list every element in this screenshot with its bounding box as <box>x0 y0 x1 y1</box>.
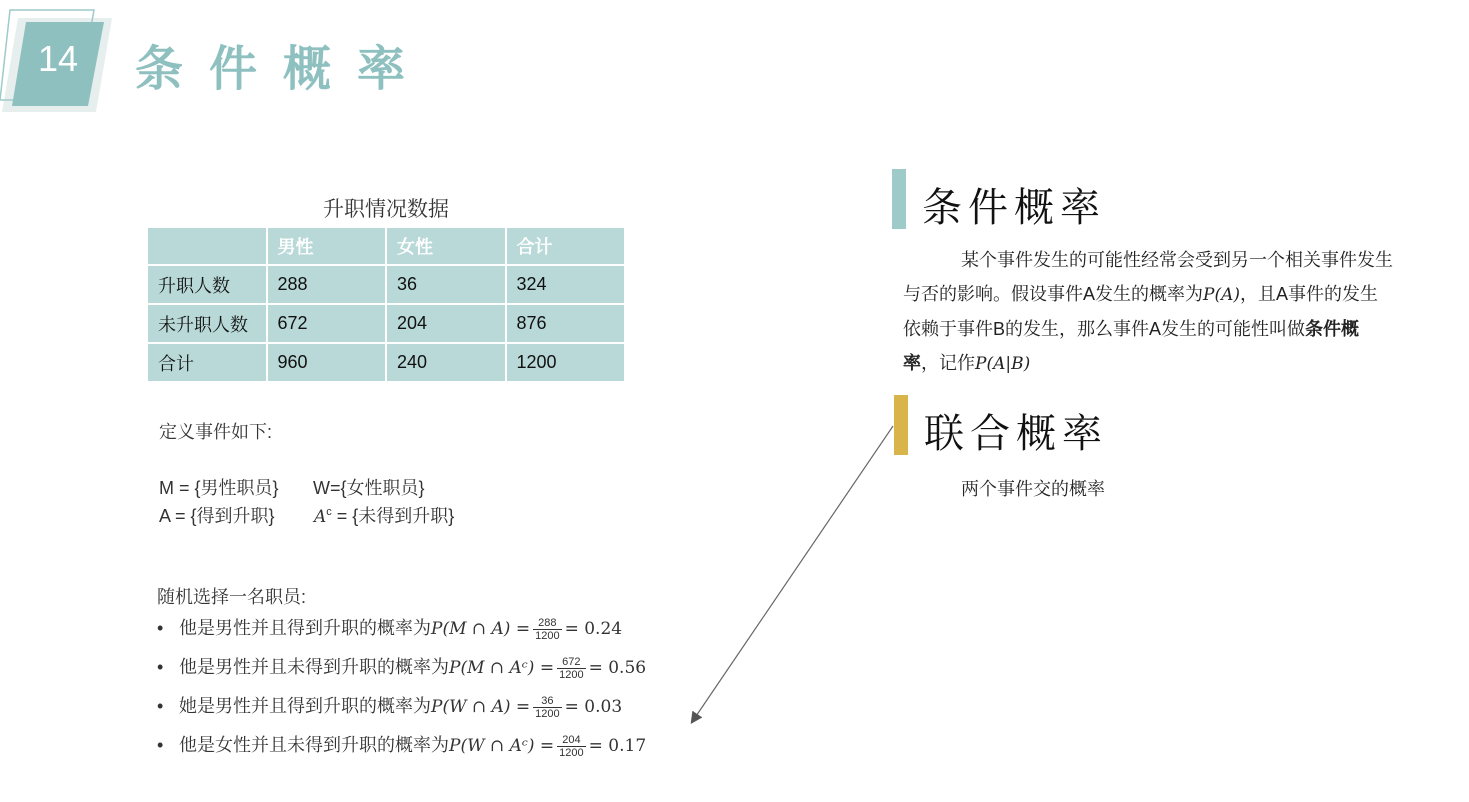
list-item: • 他是男性并且未得到升职的概率为P(M ∩ Aᶜ) = $\frac{672}{1200}$ = 0.56 <box>157 655 647 681</box>
m-definition: M = {男性职员} <box>159 478 279 498</box>
table-cell: 1200 <box>506 343 626 382</box>
table-cell: 合计 <box>147 343 267 382</box>
ac-symbol: A <box>314 507 327 527</box>
ac-superscript: c <box>326 506 332 518</box>
bold-term: 条件概率 <box>903 319 1360 373</box>
fraction: $\frac{672}{1200}$ <box>559 655 584 681</box>
list-item: • 他是女性并且未得到升职的概率为P(W ∩ Aᶜ) = $\frac{204}{1200}$ = 0.17 <box>157 733 647 759</box>
formula: P(W ∩ Aᶜ) = <box>449 736 555 756</box>
list-item: • 他是男性并且得到升职的概率为P(M ∩ A) = $\frac{288}{1200}$ = 0.24 <box>157 616 623 642</box>
fraction: $\frac{288}{1200}$ <box>535 616 560 642</box>
random-pick-intro: 随机选择一名职员: <box>157 587 307 607</box>
result: = 0.56 <box>588 658 647 678</box>
formula: P(W ∩ A) = <box>431 697 531 717</box>
table-cell: 288 <box>267 265 387 304</box>
fraction: $\frac{36}{1200}$ <box>535 694 560 720</box>
conditional-heading: 条件概率 <box>922 186 1106 230</box>
fraction: $\frac{204}{1200}$ <box>559 733 584 759</box>
result: = 0.24 <box>564 619 623 639</box>
table-cell: 升职人数 <box>147 265 267 304</box>
formula: P(M ∩ Aᶜ) = <box>449 658 555 678</box>
definitions-intro: 定义事件如下: <box>159 422 273 442</box>
ac-text: = {未得到升职} <box>331 506 455 526</box>
table-cell: 876 <box>506 304 626 343</box>
a-definition: A = {得到升职} <box>159 506 275 526</box>
table-caption: 升职情况数据 <box>323 198 449 221</box>
table-cell: 36 <box>386 265 506 304</box>
page-number: 14 <box>38 38 79 79</box>
result: = 0.17 <box>588 736 647 756</box>
joint-heading: 联合概率 <box>924 412 1108 456</box>
page-title: 条件概率 <box>135 43 432 96</box>
table-cell: 204 <box>386 304 506 343</box>
table-cell: 672 <box>267 304 387 343</box>
pab-formula: P(A|B) <box>975 354 1031 374</box>
joint-text: 两个事件交的概率 <box>961 479 1105 499</box>
table-cell: 324 <box>506 265 626 304</box>
pa-formula: P(A) <box>1203 285 1240 305</box>
list-item: • 她是男性并且得到升职的概率为P(W ∩ A) = $\frac{36}{1200}$ = 0.03 <box>157 694 623 720</box>
table-header-cell: 合计 <box>506 227 626 265</box>
table-header-cell: 男性 <box>267 227 387 265</box>
conditional-accent-bar <box>892 169 906 229</box>
table-cell: 未升职人数 <box>147 304 267 343</box>
table-header-cell: 女性 <box>386 227 506 265</box>
joint-accent-bar <box>894 395 908 455</box>
table-cell: 240 <box>386 343 506 382</box>
formula: P(M ∩ A) = <box>431 619 531 639</box>
conditional-paragraph: 某个事件发生的可能性经常会受到另一个相关事件发生与否的影响。假设事件A发生的概率为P(A)，且A事件的发生依赖于事件B的发生，那么事件A发生的可能性叫做条件概率，记作P(A|B) <box>903 250 1393 374</box>
result: = 0.03 <box>564 697 623 717</box>
table-cell: 960 <box>267 343 387 382</box>
w-definition: W={女性职员} <box>313 478 425 498</box>
